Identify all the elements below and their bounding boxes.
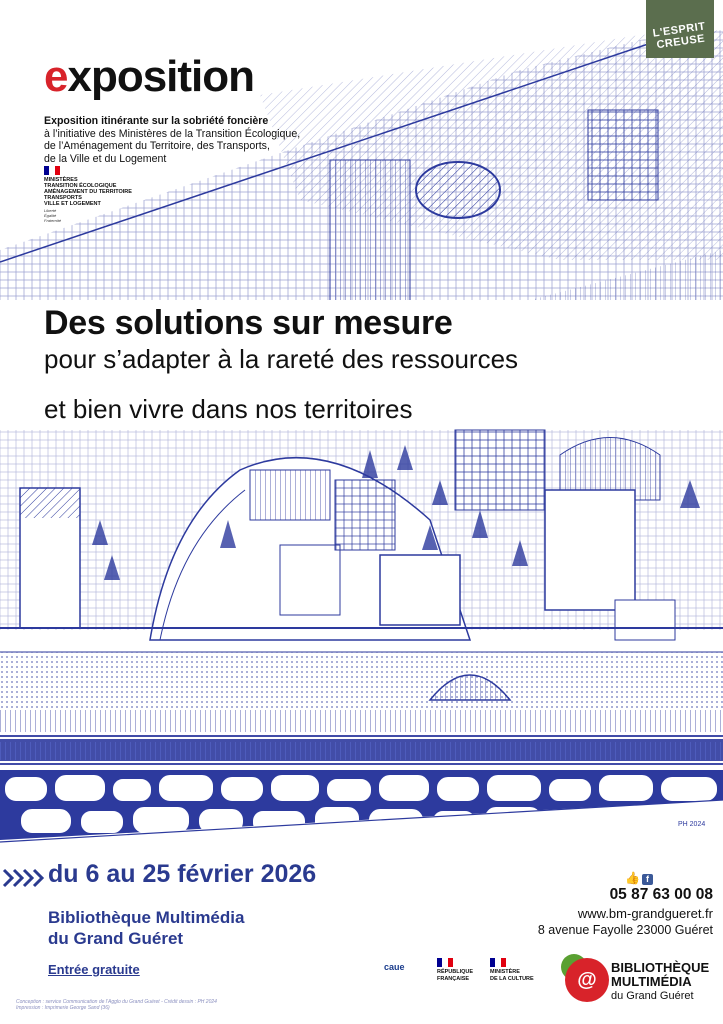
mc-line: MINISTÈRE bbox=[490, 969, 520, 975]
caue-logo bbox=[384, 962, 405, 972]
marianne-flag-icon bbox=[44, 166, 60, 175]
venue-line: du Grand Guéret bbox=[48, 929, 184, 948]
title-first-letter: e bbox=[44, 52, 68, 101]
exposition-title bbox=[44, 52, 254, 102]
headline-sub-1: pour s’adapter à la rareté des ressources bbox=[44, 344, 519, 374]
social-icons bbox=[625, 871, 653, 885]
bib-line: MULTIMÉDIA bbox=[611, 974, 692, 989]
bibliotheque-at-icon: @ bbox=[565, 958, 609, 1002]
devise-line: Égalité bbox=[44, 213, 57, 218]
ministry-line: TRANSPORTS bbox=[44, 195, 82, 201]
headline-sub-2: et bien vivre dans nos territoires bbox=[44, 394, 413, 424]
phone-number[interactable]: 05 87 63 00 08 bbox=[609, 886, 713, 903]
subtitle-line: de la Ville et du Logement bbox=[44, 152, 167, 165]
chevrons-icon bbox=[2, 866, 46, 890]
esprit-creuse-logo bbox=[646, 0, 714, 58]
rf-line: FRANÇAISE bbox=[437, 975, 470, 982]
credits-line: Impression : Imprimerie George Sand (36) bbox=[16, 1005, 110, 1011]
address: 8 avenue Fayolle 23000 Guéret bbox=[537, 923, 713, 937]
caue-text: caue bbox=[384, 962, 405, 972]
rf-line: RÉPUBLIQUE bbox=[437, 969, 474, 975]
credits bbox=[16, 999, 217, 1011]
subtitle-bold: Exposition itinérante sur la sobriété foncière bbox=[44, 115, 269, 127]
bib-line: BIBLIOTHÈQUE bbox=[611, 960, 710, 975]
subtitle-line: de l’Aménagement du Territoire, des Transports, bbox=[44, 140, 270, 153]
ministry-line: AMÉNAGEMENT DU TERRITOIRE bbox=[44, 189, 132, 195]
mc-line: DE LA CULTURE bbox=[490, 975, 534, 982]
facebook-icon[interactable]: f bbox=[642, 874, 653, 885]
ministry-line: TRANSITION ÉCOLOGIQUE bbox=[44, 183, 117, 189]
devise-line: Fraternité bbox=[44, 218, 62, 223]
ministry-logo bbox=[44, 166, 164, 223]
title-rest: xposition bbox=[67, 52, 255, 101]
marianne-flag-icon bbox=[437, 958, 453, 967]
venue-line: Bibliothèque Multimédia bbox=[48, 908, 245, 927]
republique-francaise-logo bbox=[437, 958, 473, 982]
credits-line: Conception : service Communication de l’Agglo du Grand Guéret - Crédit dessin : PH 2024 bbox=[16, 999, 217, 1005]
event-dates: du 6 au 25 février 2026 bbox=[48, 860, 317, 888]
headline-main: Des solutions sur mesure bbox=[44, 304, 453, 342]
ministry-line: MINISTÈRES bbox=[44, 177, 78, 183]
event-venue bbox=[48, 907, 244, 949]
website-link[interactable]: www.bm-grandgueret.fr bbox=[577, 906, 713, 921]
devise-line: Liberté bbox=[44, 208, 57, 213]
exhibition-subtitle bbox=[44, 115, 300, 165]
esprit-creuse-text: L'ESPRIT CREUSE bbox=[652, 20, 707, 52]
ministere-culture-logo bbox=[490, 958, 534, 982]
bib-line: du Grand Guéret bbox=[611, 990, 694, 1002]
bibliotheque-logo bbox=[565, 958, 715, 1004]
free-entry-label: Entrée gratuite bbox=[48, 962, 140, 977]
thumbs-up-icon[interactable]: 👍 bbox=[625, 871, 640, 885]
marianne-flag-icon bbox=[490, 958, 506, 967]
ministry-line: VILLE ET LOGEMENT bbox=[44, 201, 101, 207]
subtitle-line: à l’initiative des Ministères de la Transition Écologique, bbox=[44, 127, 301, 140]
contact-block bbox=[538, 886, 713, 937]
illustration-signature: PH 2024 bbox=[678, 821, 706, 828]
